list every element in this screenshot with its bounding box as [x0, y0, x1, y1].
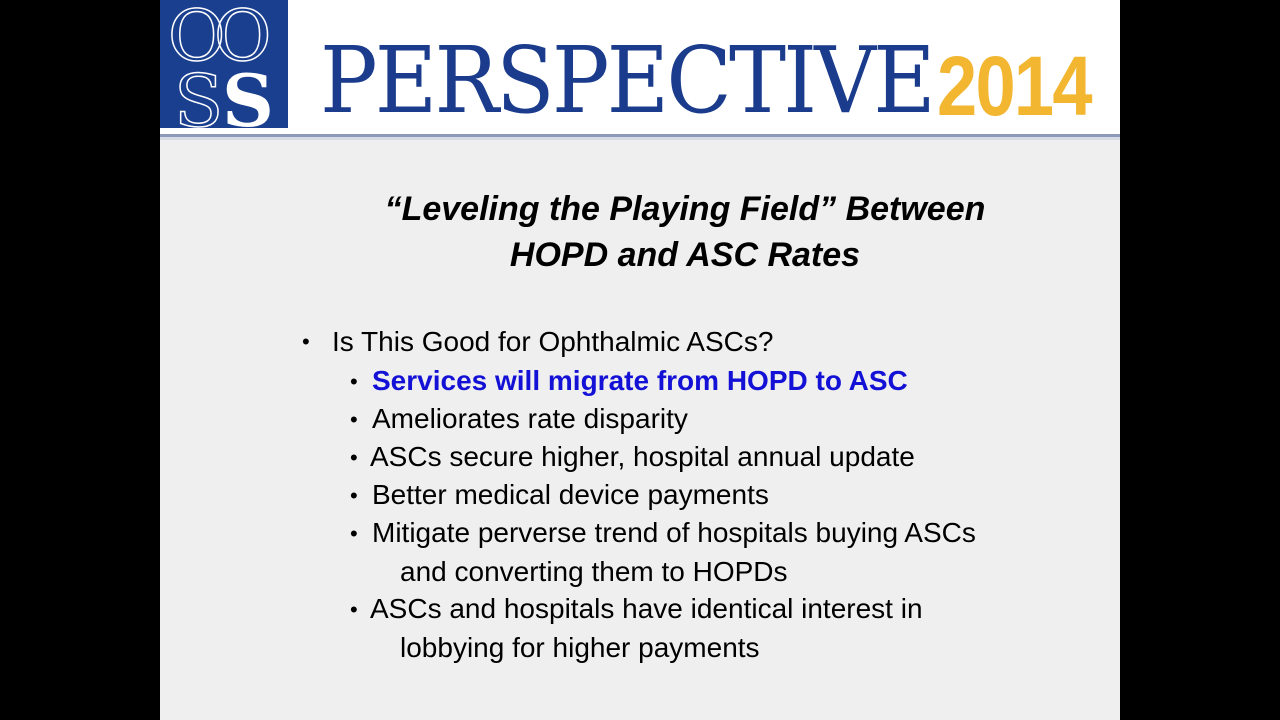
ooss-logo — [160, 0, 288, 128]
conference-banner — [160, 0, 1120, 135]
slide-title-line-2: HOPD and ASC Rates — [509, 236, 861, 274]
sub-bullet-text: ASCs secure higher, hospital annual update — [370, 441, 915, 472]
svg-text:O: O — [168, 0, 226, 77]
sub-bullet-text: Mitigate perverse trend of hospitals buying ASCs — [372, 517, 976, 548]
presentation-slide — [160, 0, 1120, 720]
sub-bullet-dot: • — [350, 369, 358, 394]
svg-text:O: O — [214, 0, 272, 77]
sub-bullet-text-highlight: Services will migrate from HOPD to ASC — [372, 365, 908, 396]
svg-text:S: S — [174, 59, 224, 128]
sub-bullet-text: Ameliorates rate disparity — [372, 403, 688, 434]
sub-bullet-text: Better medical device payments — [372, 479, 769, 510]
bullet-dot: • — [302, 329, 310, 354]
sub-bullet-dot: • — [350, 597, 358, 622]
ooss-logo-mark — [160, 0, 288, 128]
slide-title-line-1: “Leveling the Playing Field” Between — [384, 190, 986, 228]
sub-bullet-dot: • — [350, 445, 358, 470]
sub-bullet-continuation: lobbying for higher payments — [400, 632, 760, 663]
perspective-wordmark: PERSPECTIVE — [320, 27, 933, 134]
sub-bullet-text: ASCs and hospitals have identical interest in — [370, 593, 923, 624]
slide-title — [320, 186, 1050, 278]
year-label: 2014 — [937, 39, 1091, 133]
banner-divider-shadow — [160, 137, 1120, 140]
sub-bullet-dot: • — [350, 407, 358, 432]
svg-text:S: S — [222, 58, 274, 128]
sub-bullet-continuation: and converting them to HOPDs — [400, 556, 788, 587]
top-bullet-text: Is This Good for Ophthalmic ASCs? — [332, 326, 774, 357]
sub-bullet-dot: • — [350, 483, 358, 508]
sub-bullet-dot: • — [350, 521, 358, 546]
